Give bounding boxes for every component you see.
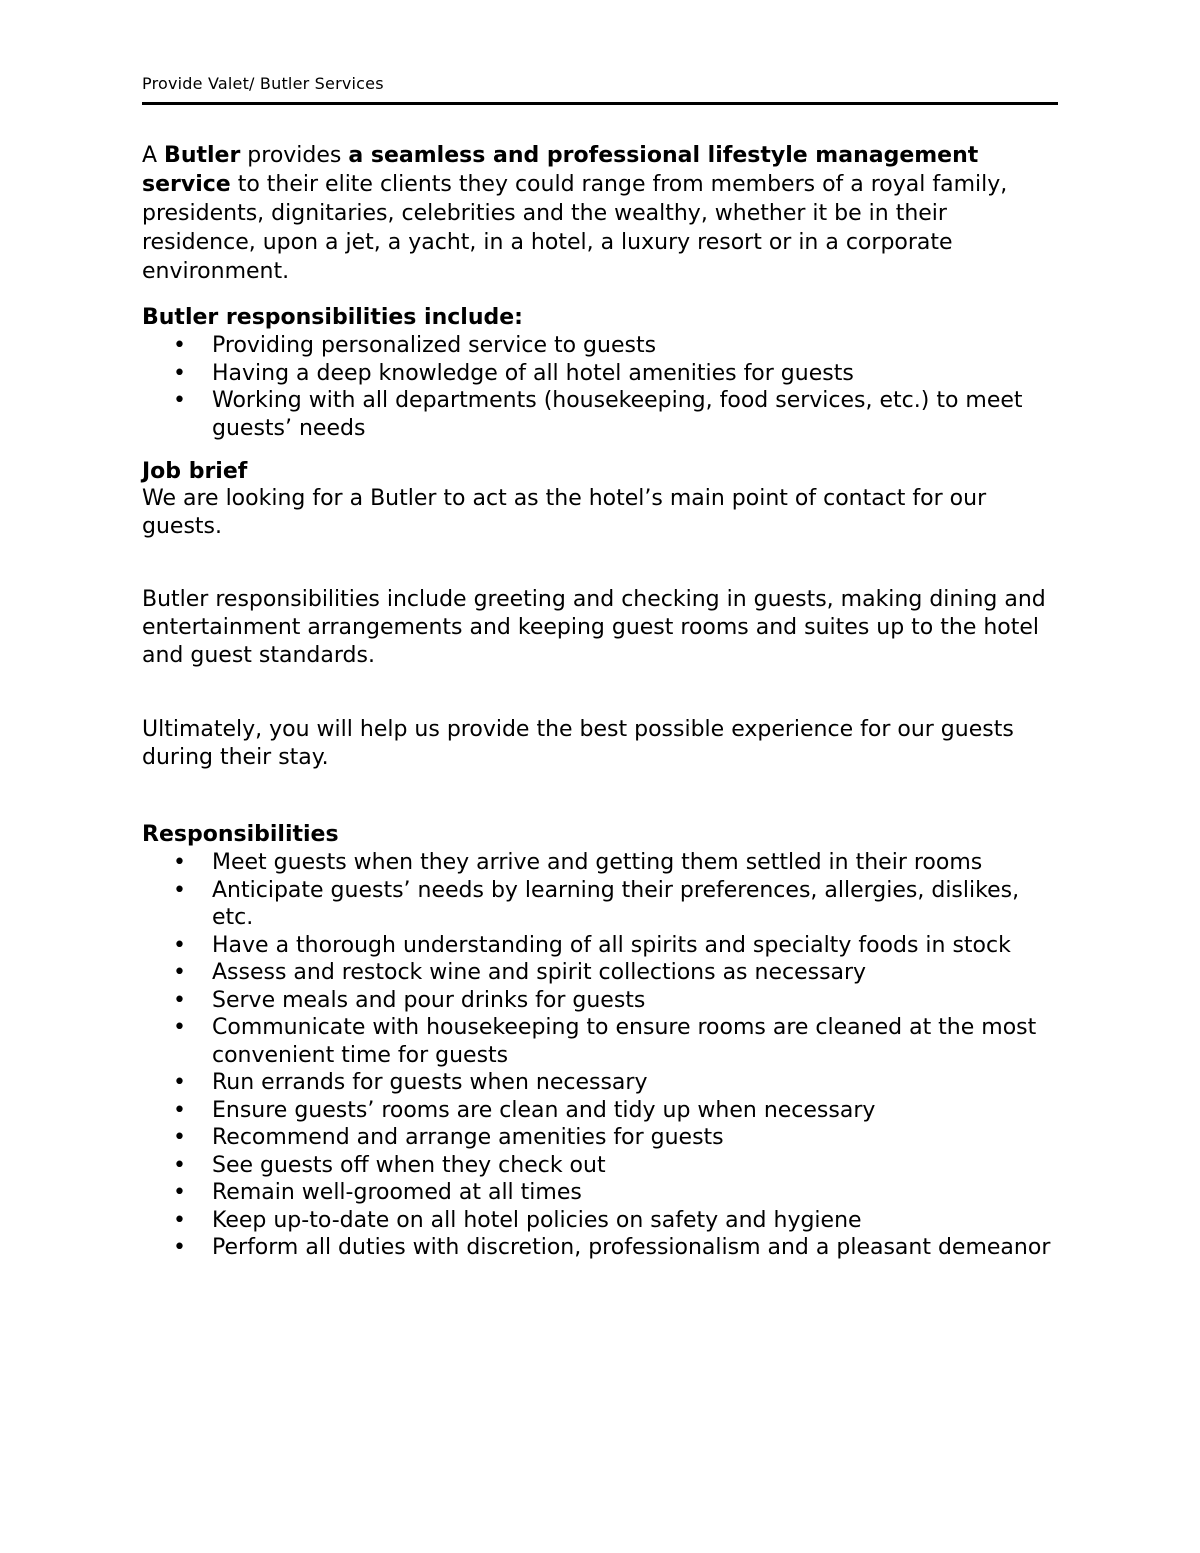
- list-item: [142, 387, 1062, 442]
- bullet-icon: •: [173, 1125, 186, 1150]
- bullet-icon: •: [173, 388, 186, 413]
- list-item: [142, 877, 1062, 932]
- job-brief-paragraph: We are looking for a Butler to act as the hotel’s main point of contact for our guests.: [142, 486, 987, 539]
- butler-responsibilities-list: [142, 332, 1062, 442]
- bullet-icon: •: [173, 877, 186, 903]
- list-item-text: Assess and restock wine and spirit collections as necessary: [212, 960, 867, 985]
- list-item-text: Communicate with housekeeping to ensure rooms are cleaned at the most convenient time for guests: [212, 1015, 1037, 1068]
- list-item-text: Recommend and arrange amenities for guests: [212, 1125, 724, 1150]
- list-item: [142, 1014, 1062, 1069]
- list-item: [142, 1207, 1062, 1235]
- intro-text-3: to their elite clients they could range from members of a royal family, presidents, dignitaries, celebrities and the wealthy, whether it be in their residence, upon a jet, a yacht, in a hotel, a luxury resort or in a corporate environment.: [142, 172, 1008, 284]
- responsibilities-heading: Responsibilities: [142, 822, 339, 847]
- list-item-text: Meet guests when they arrive and getting them settled in their rooms: [212, 850, 983, 875]
- closing-paragraph: Ultimately, you will help us provide the best possible experience for our guests during their stay.: [142, 717, 1014, 770]
- responsibilities-summary-paragraph: Butler responsibilities include greeting and checking in guests, making dining and entertainment arrangements and keeping guest rooms and suites up to the hotel and guest standards.: [142, 587, 1046, 668]
- bullet-icon: •: [173, 1152, 186, 1178]
- list-item: [142, 332, 1062, 360]
- bullet-icon: •: [173, 932, 186, 958]
- list-item-text: Perform all duties with discretion, professionalism and a pleasant demeanor: [212, 1235, 1051, 1260]
- intro-text-2: provides: [240, 143, 349, 168]
- list-item: [142, 987, 1062, 1015]
- list-item-text: Remain well-groomed at all times: [212, 1180, 582, 1205]
- job-brief-heading: Job brief: [142, 459, 248, 484]
- bullet-icon: •: [173, 850, 186, 875]
- list-item-text: Anticipate guests’ needs by learning their preferences, allergies, dislikes, etc.: [212, 877, 1020, 930]
- list-item: [142, 1097, 1062, 1125]
- list-item-text: Providing personalized service to guests: [212, 333, 657, 358]
- list-item-text: Run errands for guests when necessary: [212, 1070, 648, 1095]
- list-item-text: Ensure guests’ rooms are clean and tidy up when necessary: [212, 1097, 876, 1123]
- list-item: [142, 1069, 1062, 1097]
- list-item: [142, 959, 1062, 987]
- butler-responsibilities-heading: Butler responsibilities include:: [142, 305, 523, 330]
- list-item: [142, 849, 1062, 877]
- responsibilities-list: [142, 849, 1062, 1262]
- bullet-icon: •: [173, 1015, 186, 1040]
- page-header-title: Provide Valet/ Butler Services: [142, 74, 384, 93]
- bullet-icon: •: [173, 333, 186, 358]
- document-body: [142, 141, 1062, 1262]
- intro-bold-service: a seamless and professional lifestyle management service: [142, 143, 979, 197]
- bullet-icon: •: [173, 1070, 186, 1095]
- list-item-text: Have a thorough understanding of all spirits and specialty foods in stock: [212, 932, 1011, 958]
- bullet-icon: •: [173, 960, 186, 985]
- list-item: [142, 932, 1062, 960]
- list-item: [142, 1152, 1062, 1180]
- bullet-icon: •: [173, 987, 186, 1013]
- page-header: [142, 72, 1058, 105]
- bullet-icon: •: [173, 1207, 186, 1233]
- list-item-text: Serve meals and pour drinks for guests: [212, 987, 646, 1013]
- bullet-icon: •: [173, 1097, 186, 1123]
- bullet-icon: •: [173, 1235, 186, 1260]
- intro-paragraph: [142, 141, 1062, 286]
- list-item: [142, 1179, 1062, 1207]
- intro-bold-butler: Butler: [164, 143, 241, 168]
- bullet-icon: •: [173, 360, 186, 386]
- list-item-text: Having a deep knowledge of all hotel amenities for guests: [212, 360, 854, 386]
- list-item: [142, 1234, 1062, 1262]
- list-item-text: Keep up-to-date on all hotel policies on safety and hygiene: [212, 1207, 862, 1233]
- list-item-text: Working with all departments (housekeeping, food services, etc.) to meet guests’ needs: [212, 388, 1023, 441]
- intro-text-1: A: [142, 143, 165, 168]
- list-item: [142, 360, 1062, 388]
- list-item: [142, 1124, 1062, 1152]
- bullet-icon: •: [173, 1180, 186, 1205]
- list-item-text: See guests off when they check out: [212, 1152, 606, 1178]
